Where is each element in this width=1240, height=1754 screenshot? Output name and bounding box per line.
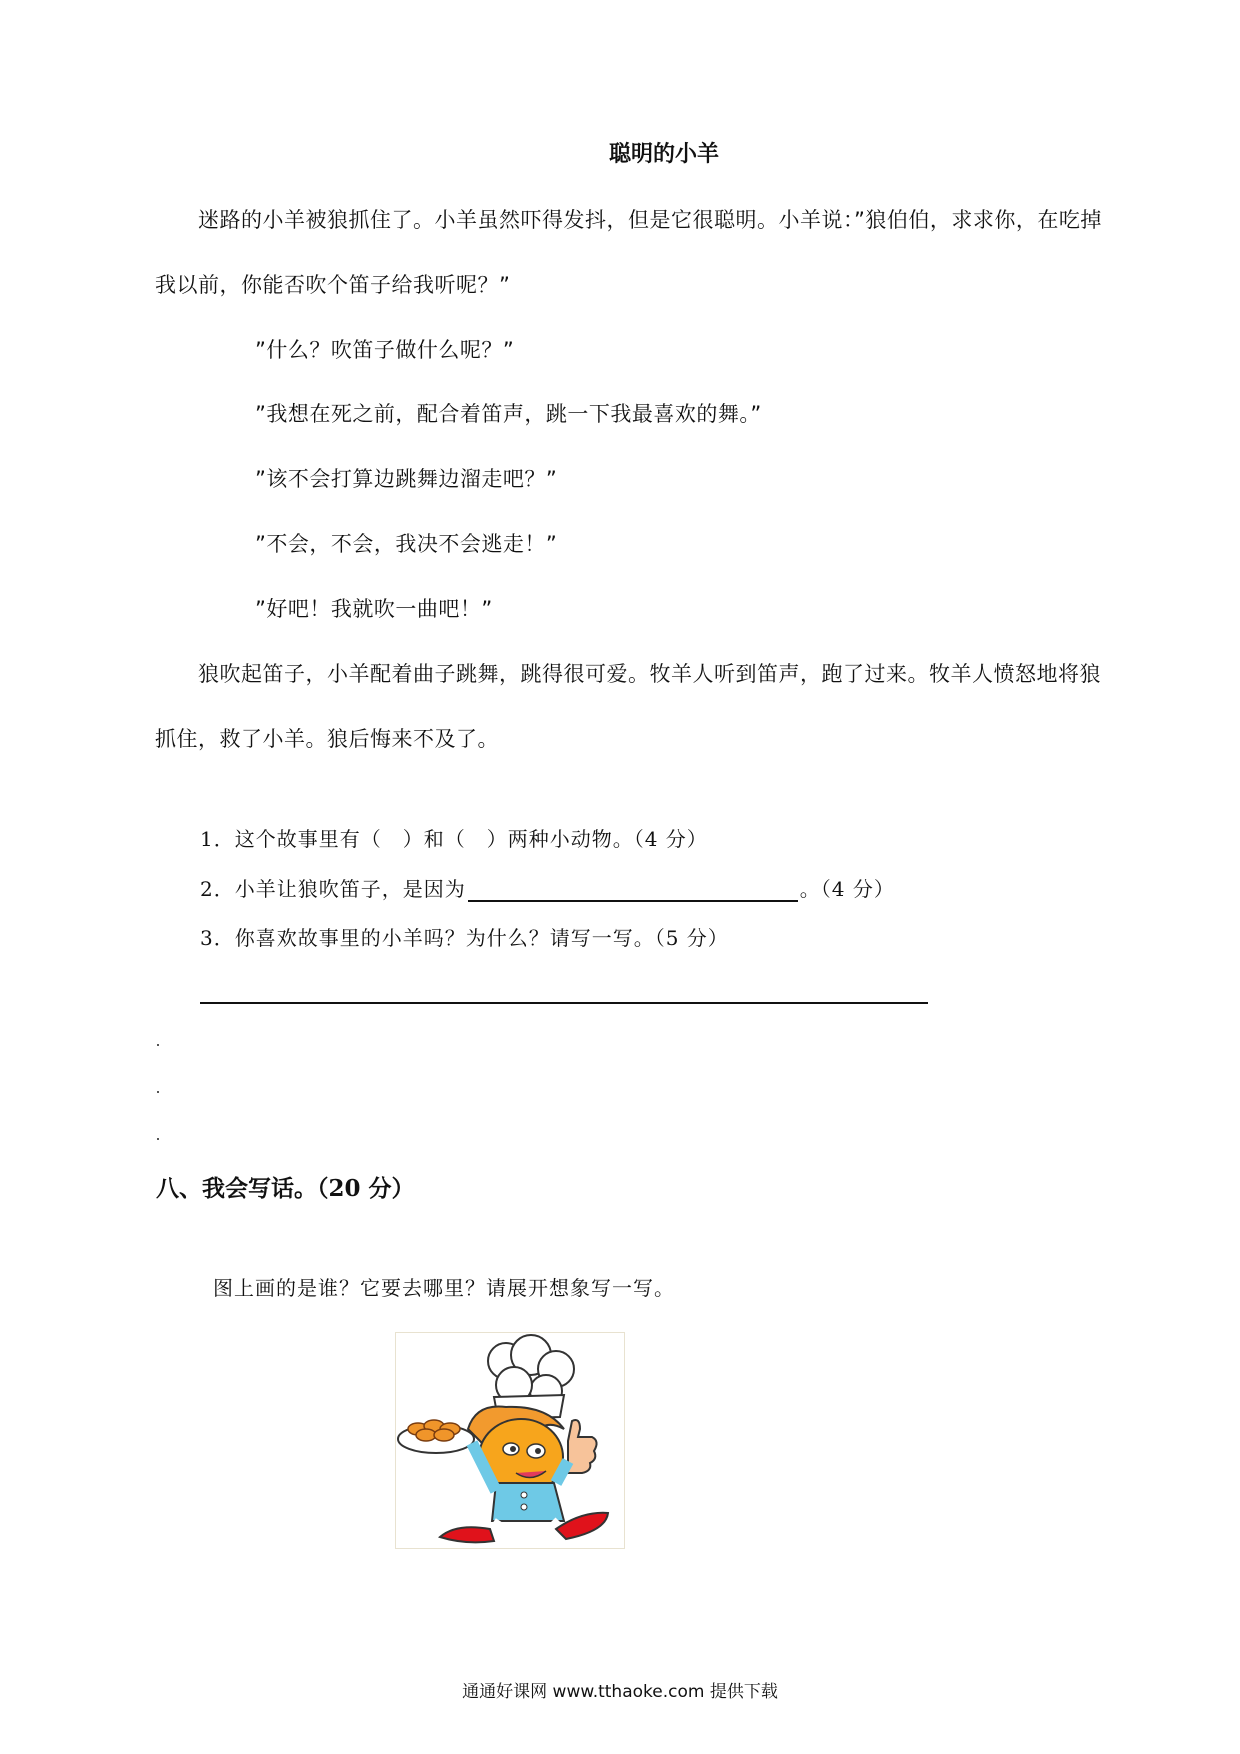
dialog-line-1: ”什么？吹笛子做什么呢？”: [255, 338, 515, 362]
stray-dot: [157, 1091, 159, 1093]
chef-boy-picture: [396, 1333, 624, 1548]
question-1: 1．这个故事里有（ ）和（ ）两种小动物。（4 分）: [200, 827, 708, 851]
dialog-line-3: ”该不会打算边跳舞边溜走吧？”: [255, 467, 558, 491]
story-paragraph-2-line-2: 抓住，救了小羊。狼后悔来不及了。: [155, 727, 499, 751]
question-3: 3．你喜欢故事里的小羊吗？为什么？请写一写。（5 分）: [200, 926, 729, 950]
story-paragraph-1-line-2: 我以前，你能否吹个笛子给我听呢？”: [155, 273, 511, 297]
dialog-line-2: ”我想在死之前，配合着笛声，跳一下我最喜欢的舞。”: [255, 402, 762, 426]
footer-download-note: 通通好课网 www.tthaoke.com 提供下载: [462, 1682, 778, 1702]
question-3-answer-line[interactable]: [200, 1002, 928, 1004]
dialog-line-5: ”好吧！我就吹一曲吧！”: [255, 597, 493, 621]
left-shoe: [440, 1527, 494, 1542]
question-2-text: 2．小羊让狼吹笛子，是因为: [200, 877, 466, 901]
question-2-score: 。（4 分）: [799, 877, 895, 901]
chef-boy-illustration: [395, 1332, 625, 1549]
section-8-prompt: 图上画的是谁？它要去哪里？请展开想象写一写。: [213, 1276, 675, 1300]
question-2-answer-blank[interactable]: [468, 880, 798, 902]
dialog-line-4: ”不会，不会，我决不会逃走！”: [255, 532, 558, 556]
section-8-heading: 八、我会写话。（20 分）: [156, 1175, 415, 1202]
story-paragraph-2-line-1: 狼吹起笛子，小羊配着曲子跳舞，跳得很可爱。牧羊人听到笛声，跑了过来。牧羊人愤怒地将狼: [198, 662, 1101, 686]
question-2: [200, 873, 895, 902]
story-title: 聪明的小羊: [608, 142, 719, 167]
stray-dot: [157, 1138, 159, 1140]
story-paragraph-1-line-1: 迷路的小羊被狼抓住了。小羊虽然吓得发抖，但是它很聪明。小羊说：”狼伯伯，求求你，在吃掉: [198, 208, 1102, 232]
stray-dot: [157, 1044, 159, 1046]
jacket: [492, 1483, 564, 1521]
